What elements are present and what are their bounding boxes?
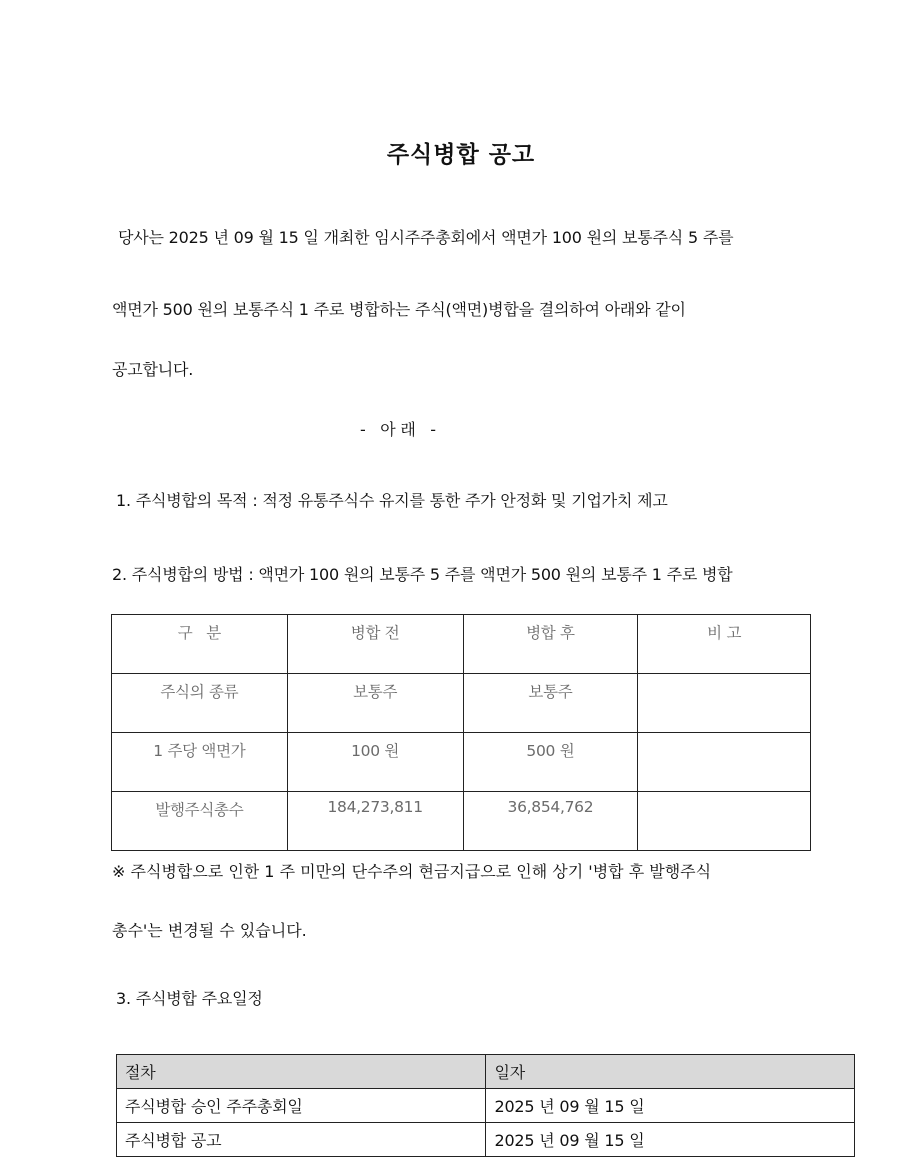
header-cell-remarks: 비 고 [638,615,811,674]
table-cell: 500 원 [463,733,638,792]
table-cell [638,792,811,851]
table-cell: 주식병합 공고 [117,1123,486,1157]
table-cell [638,674,811,733]
item-1-purpose: 1. 주식병합의 목적 : 적정 유통주식수 유지를 통한 주가 안정화 및 기업가치 제고 [116,491,668,510]
intro-line-3: 공고합니다. [112,360,194,379]
note-line-1: ※ 주식병합으로 인한 1 주 미만의 단수주의 현금지급으로 인해 상기 '병합 후 발행주식 [112,862,712,881]
below-heading: - 아 래 - [360,420,436,439]
table-cell: 36,854,762 [463,792,638,851]
table-cell: 100 원 [287,733,463,792]
merge-table-header-row [112,615,811,674]
table-cell: 1 주당 액면가 [112,733,288,792]
header-cell-category: 구 분 [112,615,288,674]
table-cell: 주식병합 승인 주주총회일 [117,1089,486,1123]
table-cell [638,733,811,792]
table-row [117,1123,855,1157]
schedule-table [116,1054,855,1157]
merge-table [111,614,811,851]
table-row [112,733,811,792]
table-row [112,674,811,733]
table-cell: 발행주식총수 [112,792,288,851]
header-cell-date: 일자 [486,1055,855,1089]
table-cell: 주식의 종류 [112,674,288,733]
header-cell-after: 병합 후 [463,615,638,674]
page-title: 주식병합 공고 [386,142,536,168]
table-cell: 보통주 [463,674,638,733]
table-cell: 184,273,811 [287,792,463,851]
table-cell: 2025 년 09 월 15 일 [486,1089,855,1123]
header-cell-before: 병합 전 [287,615,463,674]
note-line-2: 총수'는 변경될 수 있습니다. [112,921,307,940]
intro-line-2: 액면가 500 원의 보통주식 1 주로 병합하는 주식(액면)병합을 결의하여 아래와 같이 [112,300,686,319]
intro-line-1: 당사는 2025 년 09 월 15 일 개최한 임시주주총회에서 액면가 100 원의 보통주식 5 주를 [118,228,734,247]
table-cell: 보통주 [287,674,463,733]
table-row [112,792,811,851]
table-cell: 2025 년 09 월 15 일 [486,1123,855,1157]
item-2-method: 2. 주식병합의 방법 : 액면가 100 원의 보통주 5 주를 액면가 500 원의 보통주 1 주로 병합 [112,565,733,584]
schedule-table-header-row [117,1055,855,1089]
item-3-schedule: 3. 주식병합 주요일정 [116,989,263,1008]
header-cell-procedure: 절차 [117,1055,486,1089]
table-row [117,1089,855,1123]
